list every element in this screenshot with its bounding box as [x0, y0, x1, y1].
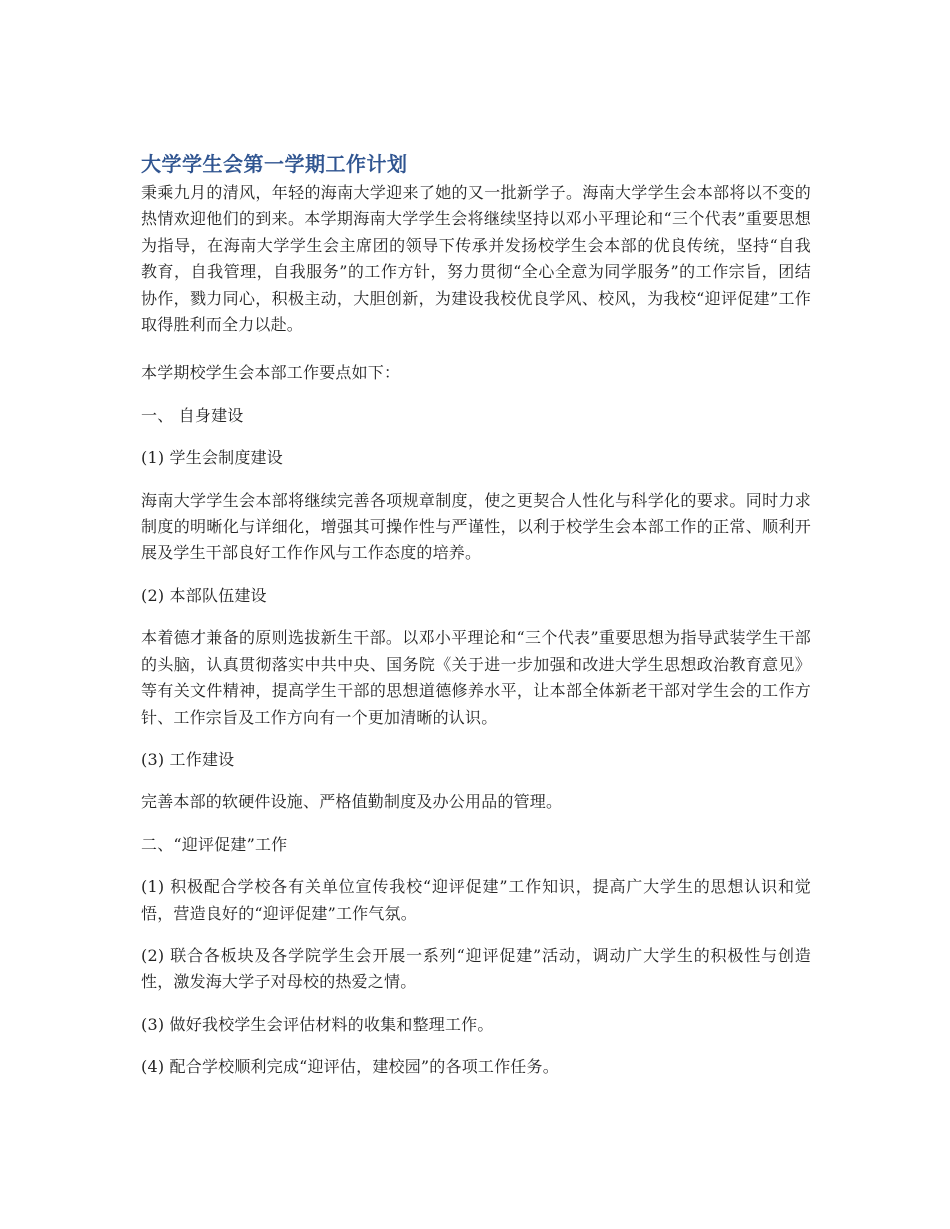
- list-item-evaluation-2: (2) 联合各板块及各学院学生会开展一系列“迎评促建”活动，调动广大学生的积极性与创造性，激发海大学子对母校的热爱之情。: [141, 945, 811, 992]
- paragraph-rules: 海南大学学生会本部将继续完善各项规章制度，使之更契合人性化与科学化的要求。同时力求制度的明晰化与详细化，增强其可操作性与严谨性，以利于校学生会本部工作的正常、顺利开展及学生干部良好工作作风与工作态度的培养。: [141, 490, 811, 563]
- list-item-evaluation-3: (3) 做好我校学生会评估材料的收集和整理工作。: [141, 1014, 494, 1034]
- document-title: 大学学生会第一学期工作计划: [141, 152, 408, 176]
- paragraph-team: 本着德才兼备的原则选拔新生干部。以邓小平理论和“三个代表”重要思想为指导武装学生干部的头脑，认真贯彻落实中共中央、国务院《关于进一步加强和改进大学生思想政治教育意见》等有关文件精神，提高学生干部的思想道德修养水平，让本部全体新老干部对学生会的工作方针、工作宗旨及工作方向有一个更加清晰的认识。: [141, 628, 811, 727]
- subheading-work: (3) 工作建设: [141, 749, 235, 769]
- subheading-rules: (1) 学生会制度建设: [141, 448, 283, 468]
- section-heading-self-building: 一、 自身建设: [141, 405, 244, 425]
- list-item-evaluation-4: (4) 配合学校顺利完成“迎评估，建校园”的各项工作任务。: [141, 1057, 559, 1077]
- summary-line: 本学期校学生会本部工作要点如下：: [141, 363, 401, 383]
- subheading-team: (2) 本部队伍建设: [141, 585, 267, 605]
- document-page: [141, 150, 811, 1097]
- intro-paragraph: 秉乘九月的清风，年轻的海南大学迎来了她的又一批新学子。海南大学学生会本部将以不变的热情欢迎他们的到来。本学期海南大学学生会将继续坚持以邓小平理论和“三个代表”重要思想为指导，在海南大学学生会主席团的领导下传承并发扬校学生会本部的优良传统，坚持“自我教育，自我管理，自我服务”的工作方针，努力贯彻“全心全意为同学服务”的工作宗旨，团结协作，戮力同心，积极主动，大胆创新，为建设我校优良学风、校风，为我校“迎评促建”工作取得胜利而全力以赴。: [141, 183, 811, 335]
- list-item-evaluation-1: (1) 积极配合学校各有关单位宣传我校“迎评促建”工作知识，提高广大学生的思想认识和觉悟，营造良好的“迎评促建”工作气氛。: [141, 877, 811, 923]
- paragraph-work: 完善本部的软硬件设施、严格值勤制度及办公用品的管理。: [141, 792, 563, 812]
- section-heading-evaluation: 二、“迎评促建”工作: [141, 834, 288, 854]
